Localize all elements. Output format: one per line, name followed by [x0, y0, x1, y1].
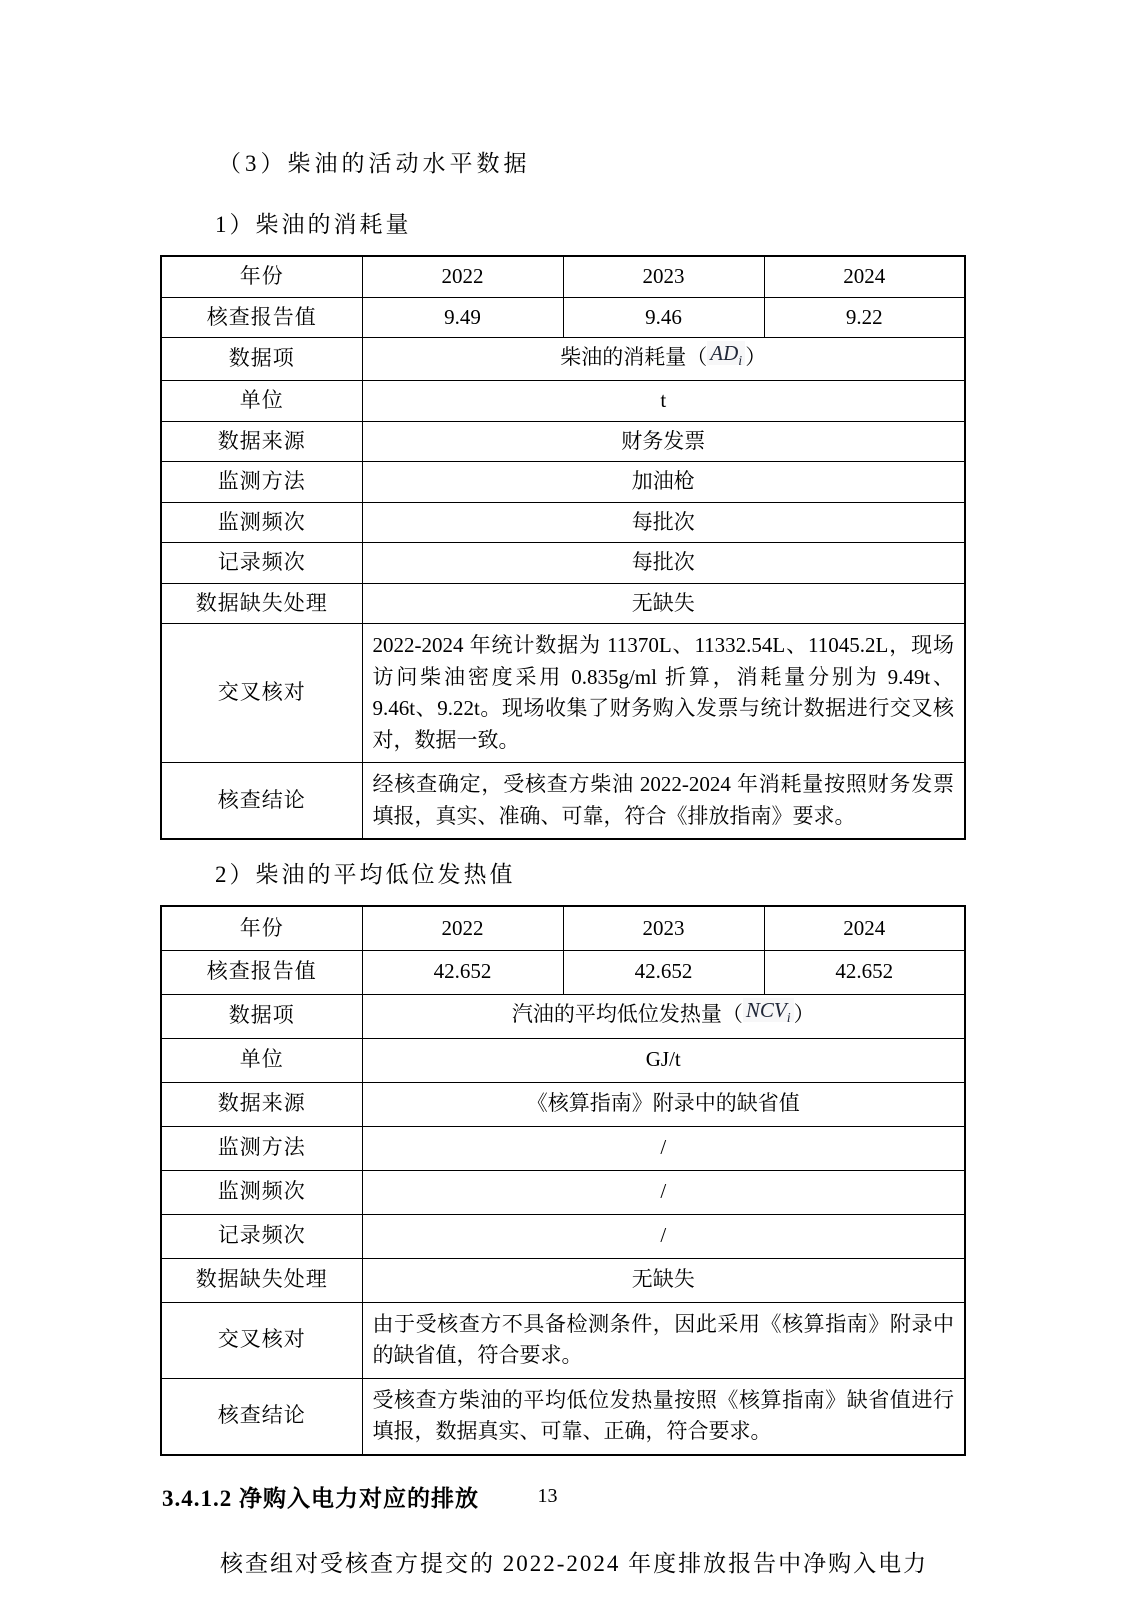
- value-cell: /: [362, 1126, 965, 1170]
- value-cell: 由于受核查方不具备检测条件，因此采用《核算指南》附录中的缺省值，符合要求。: [362, 1302, 965, 1378]
- value-cell: 2022-2024 年统计数据为 11370L、11332.54L、11045.2L，现场访问柴油密度采用 0.835g/ml 折算，消耗量分别为 9.49t、9.46t、9.22t。现场收集了财务购入发票与统计数据进行交叉核对，数据一致。: [362, 624, 965, 763]
- section-heading-diesel-activity-data: （3）柴油的活动水平数据: [218, 151, 531, 176]
- table-row: [161, 1038, 965, 1082]
- row-label-cell: 交叉核对: [161, 1302, 362, 1378]
- row-label-cell: 单位: [161, 1038, 362, 1082]
- year-value-cell: 2022: [362, 906, 563, 950]
- row-label-cell: 监测方法: [161, 1126, 362, 1170]
- row-label-cell: 数据来源: [161, 1082, 362, 1126]
- row-label-cell: 年份: [161, 906, 362, 950]
- table-row: [161, 1378, 965, 1455]
- value-cell: /: [362, 1170, 965, 1214]
- year-value-cell: 2023: [563, 906, 764, 950]
- year-value-cell: 2022: [362, 256, 563, 297]
- row-label-cell: 数据缺失处理: [161, 1258, 362, 1302]
- table-row: [161, 994, 965, 1038]
- table-row: [161, 297, 965, 338]
- year-value-cell: 9.46: [563, 297, 764, 338]
- value-cell: 汽油的平均低位发热量（ $NCV_i$ ）: [362, 994, 965, 1038]
- year-value-cell: 42.652: [563, 950, 764, 994]
- row-label-cell: 核查报告值: [161, 950, 362, 994]
- year-value-cell: 9.22: [764, 297, 965, 338]
- subheading-diesel-consumption: 1）柴油的消耗量: [215, 212, 412, 237]
- value-cell: 受核查方柴油的平均低位发热量按照《核算指南》缺省值进行填报，数据真实、可靠、正确，符合要求。: [362, 1378, 965, 1455]
- value-cell: 《核算指南》附录中的缺省值: [362, 1082, 965, 1126]
- table-row: [161, 462, 965, 503]
- value-cell: t: [362, 381, 965, 422]
- value-cell: 每批次: [362, 502, 965, 543]
- math-formula: $NCV_i$: [743, 998, 794, 1022]
- row-label-cell: 记录频次: [161, 1214, 362, 1258]
- row-label-cell: 数据项: [161, 338, 362, 381]
- row-label-cell: 年份: [161, 256, 362, 297]
- year-value-cell: 9.49: [362, 297, 563, 338]
- row-label-cell: 监测频次: [161, 502, 362, 543]
- row-label-cell: 数据项: [161, 994, 362, 1038]
- table-row: [161, 950, 965, 994]
- year-value-cell: 42.652: [764, 950, 965, 994]
- table-row: [161, 256, 965, 297]
- table-row: [161, 624, 965, 763]
- section-heading-net-purchased-electricity: 3.4.1.2 净购入电力对应的排放: [162, 1485, 479, 1511]
- year-value-cell: 42.652: [362, 950, 563, 994]
- year-value-cell: 2024: [764, 256, 965, 297]
- value-cell: 加油枪: [362, 462, 965, 503]
- value-cell: 每批次: [362, 543, 965, 584]
- table-row: [161, 543, 965, 584]
- row-label-cell: 数据来源: [161, 421, 362, 462]
- table-diesel-consumption: [160, 255, 966, 840]
- table-row: [161, 583, 965, 624]
- row-label-cell: 交叉核对: [161, 624, 362, 763]
- table-row: [161, 338, 965, 381]
- value-cell: /: [362, 1214, 965, 1258]
- value-cell: 经核查确定，受核查方柴油 2022-2024 年消耗量按照财务发票填报，真实、准确、可靠，符合《排放指南》要求。: [362, 763, 965, 840]
- value-cell: GJ/t: [362, 1038, 965, 1082]
- page-number: 13: [537, 1485, 558, 1507]
- row-label-cell: 单位: [161, 381, 362, 422]
- table-row: [161, 502, 965, 543]
- table-row: [161, 1214, 965, 1258]
- table-row: [161, 763, 965, 840]
- value-cell: 财务发票: [362, 421, 965, 462]
- math-formula: $AD_i$: [707, 341, 745, 365]
- row-label-cell: 核查结论: [161, 763, 362, 840]
- table-row: [161, 906, 965, 950]
- table-row: [161, 1082, 965, 1126]
- row-label-cell: 监测方法: [161, 462, 362, 503]
- body-paragraph: 核查组对受核查方提交的 2022-2024 年度排放报告中净购入电力: [220, 1550, 929, 1576]
- value-cell: 柴油的消耗量（ $AD_i$ ）: [362, 338, 965, 381]
- row-label-cell: 记录频次: [161, 543, 362, 584]
- year-value-cell: 2023: [563, 256, 764, 297]
- table-row: [161, 1258, 965, 1302]
- table-row: [161, 1126, 965, 1170]
- table-diesel-ncv: [160, 905, 966, 1456]
- year-value-cell: 2024: [764, 906, 965, 950]
- row-label-cell: 数据缺失处理: [161, 583, 362, 624]
- table-row: [161, 381, 965, 422]
- table-row: [161, 421, 965, 462]
- subheading-diesel-ncv: 2）柴油的平均低位发热值: [215, 862, 516, 888]
- table-row: [161, 1302, 965, 1378]
- value-cell: 无缺失: [362, 583, 965, 624]
- table-row: [161, 1170, 965, 1214]
- row-label-cell: 核查结论: [161, 1378, 362, 1455]
- row-label-cell: 监测频次: [161, 1170, 362, 1214]
- row-label-cell: 核查报告值: [161, 297, 362, 338]
- value-cell: 无缺失: [362, 1258, 965, 1302]
